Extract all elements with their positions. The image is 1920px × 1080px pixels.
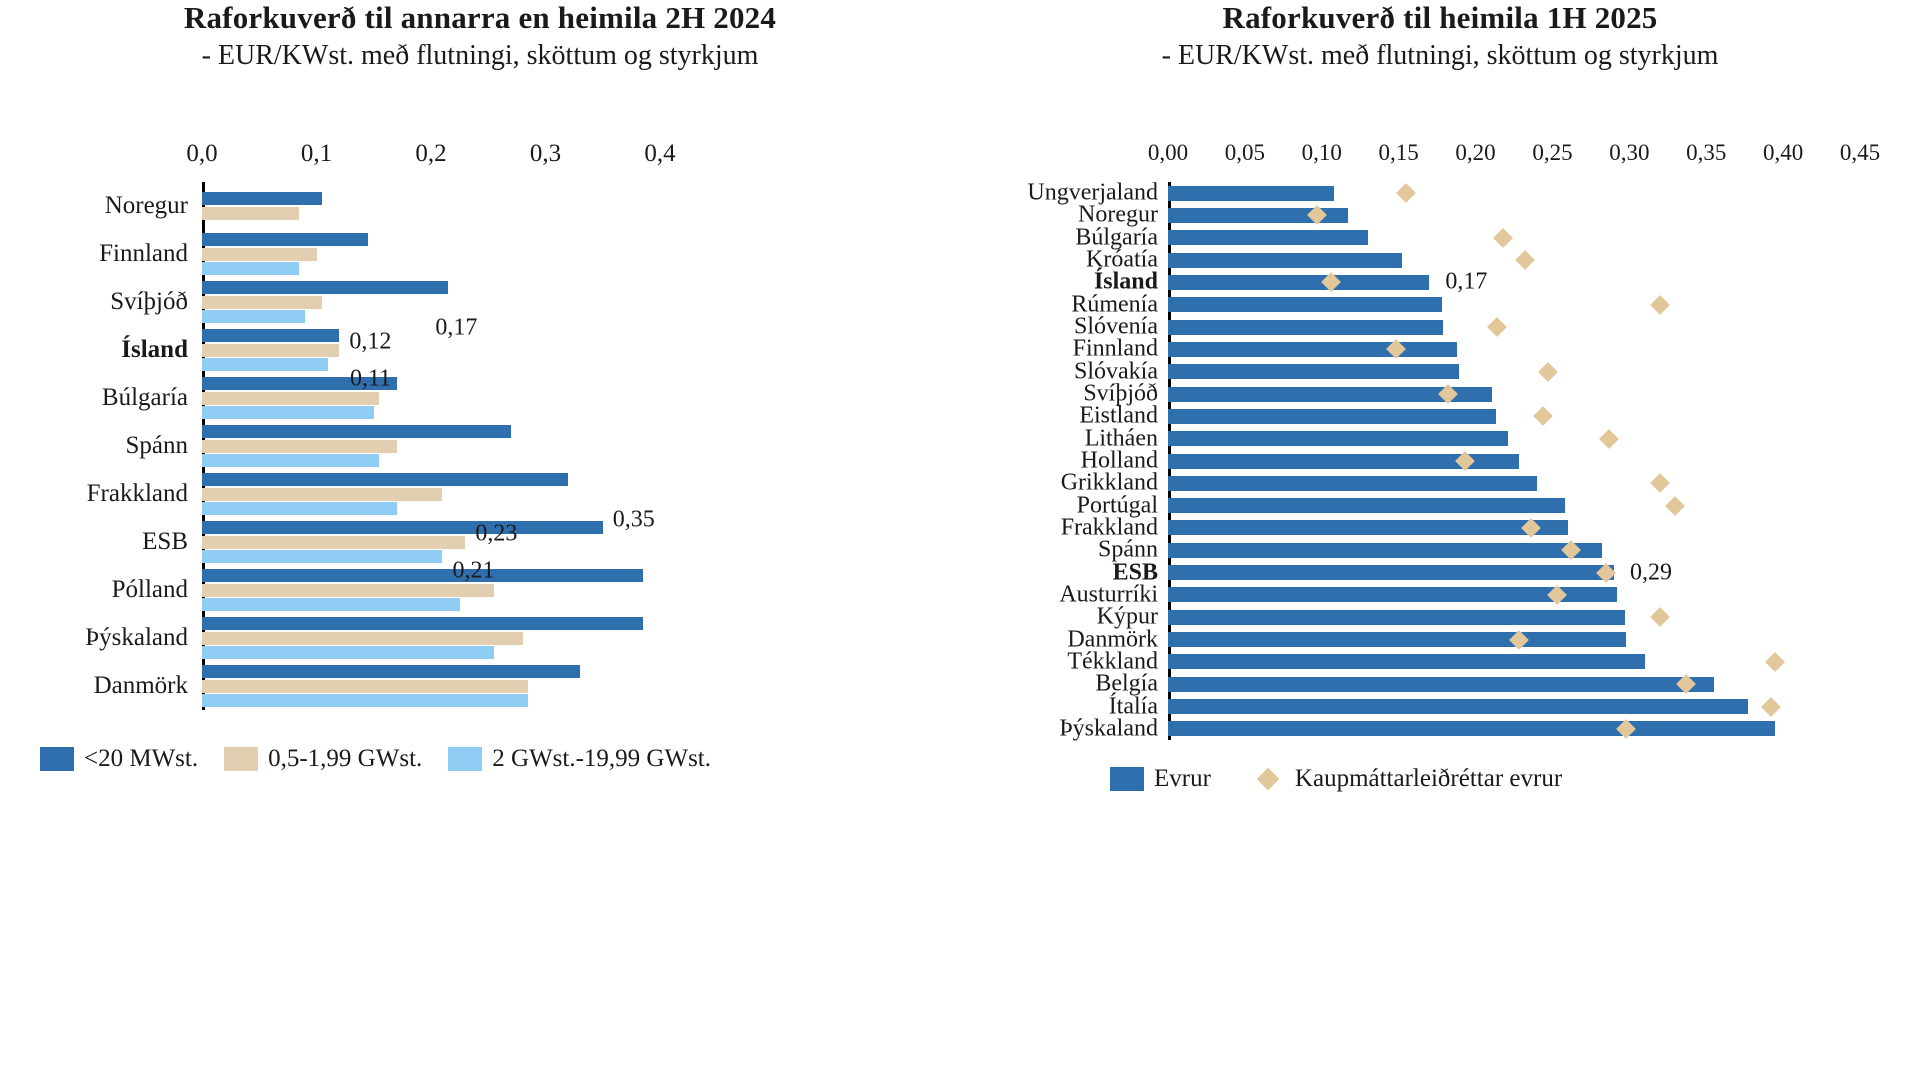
bar-right-17 bbox=[1168, 565, 1614, 580]
ppp-marker bbox=[1650, 607, 1670, 627]
bar-left-5-2 bbox=[202, 454, 379, 467]
category-label: Belgía bbox=[1095, 670, 1158, 697]
bar-left-2-2 bbox=[202, 310, 305, 323]
ppp-marker bbox=[1650, 473, 1670, 493]
value-label: 0,35 bbox=[612, 506, 655, 532]
bar-left-7-1 bbox=[202, 536, 465, 549]
bar-right-21 bbox=[1168, 654, 1645, 669]
category-label: Frakkland bbox=[1060, 514, 1158, 541]
category-label: Frakkland bbox=[86, 480, 188, 507]
value-label: 0,23 bbox=[475, 520, 518, 547]
bar-left-2-0 bbox=[202, 281, 448, 294]
bar-left-5-0 bbox=[202, 425, 511, 438]
legend-swatch bbox=[224, 747, 258, 771]
category-label: Króatía bbox=[1086, 246, 1158, 273]
bar-left-3-1 bbox=[202, 344, 339, 357]
category-label: Þýskaland bbox=[1059, 715, 1158, 742]
ppp-marker bbox=[1599, 429, 1619, 449]
bar-left-6-0 bbox=[202, 473, 568, 486]
ppp-marker bbox=[1650, 295, 1670, 315]
bar-right-0 bbox=[1168, 186, 1334, 201]
bar-left-9-2 bbox=[202, 646, 494, 659]
category-label: Noregur bbox=[1078, 201, 1158, 228]
category-label: Finnland bbox=[99, 240, 188, 267]
legend-item bbox=[1110, 765, 1211, 793]
chart-title-right: Raforkuverð til heimila 1H 2025 bbox=[1222, 0, 1658, 35]
x-axis-tick-label: 0,15 bbox=[1378, 140, 1419, 165]
bar-left-8-2 bbox=[202, 598, 460, 611]
legend-label: Evrur bbox=[1154, 765, 1211, 792]
x-axis-tick-label: 0,00 bbox=[1147, 140, 1189, 165]
x-axis-tick-label: 0,4 bbox=[644, 140, 676, 167]
value-label: 0,17 bbox=[435, 314, 478, 340]
bar-left-0-1 bbox=[202, 207, 299, 220]
value-label: 0,17 bbox=[1445, 268, 1488, 295]
legend-swatch bbox=[40, 747, 74, 771]
bar-right-7 bbox=[1168, 342, 1457, 357]
category-label: Slóvakía bbox=[1074, 358, 1158, 385]
bar-right-4 bbox=[1168, 275, 1429, 290]
bar-right-13 bbox=[1168, 476, 1537, 491]
bar-left-9-1 bbox=[202, 632, 523, 645]
x-axis-tick-label: 0,2 bbox=[415, 140, 447, 167]
bar-right-24 bbox=[1168, 721, 1775, 736]
category-label: Noregur bbox=[104, 192, 188, 219]
bar-right-11 bbox=[1168, 431, 1508, 446]
ppp-marker bbox=[1493, 228, 1513, 248]
legend-swatch bbox=[1110, 767, 1144, 791]
legend-label: 0,5-1,99 GWst. bbox=[268, 745, 423, 772]
ppp-marker bbox=[1487, 317, 1507, 337]
category-label: Búlgaría bbox=[101, 384, 188, 411]
chart-title-left: Raforkuverð til annarra en heimila 2H 2024 bbox=[183, 0, 777, 35]
legend-item bbox=[40, 745, 198, 773]
legend-item bbox=[224, 745, 422, 773]
chart-panel-right bbox=[960, 0, 1920, 1080]
x-axis-tick-label: 0,20 bbox=[1455, 140, 1496, 165]
category-label: Slóvenía bbox=[1074, 313, 1158, 340]
x-axis-tick-label: 0,1 bbox=[300, 140, 333, 167]
bar-left-10-1 bbox=[202, 680, 528, 693]
bar-left-3-0 bbox=[202, 329, 339, 342]
legend-label: Kaupmáttarleiðréttar evrur bbox=[1294, 765, 1563, 792]
bar-right-5 bbox=[1168, 297, 1442, 312]
legend-item bbox=[448, 745, 711, 773]
category-label: ESB bbox=[1112, 559, 1158, 586]
bar-right-3 bbox=[1168, 253, 1402, 268]
category-label: Danmörk bbox=[93, 672, 188, 699]
value-label: 0,11 bbox=[349, 365, 392, 391]
category-label: Spánn bbox=[125, 432, 188, 459]
legend-label: <20 MWst. bbox=[84, 745, 199, 772]
category-label: Ítalía bbox=[1108, 693, 1158, 720]
legend-item bbox=[1251, 765, 1562, 793]
bar-left-1-2 bbox=[202, 262, 299, 275]
chart-legend-right bbox=[1110, 765, 1562, 793]
category-label: Austurríki bbox=[1059, 581, 1158, 608]
value-label: 0,12 bbox=[349, 328, 392, 355]
bar-left-0-0 bbox=[202, 192, 322, 205]
x-axis-tick-label: 0,25 bbox=[1532, 140, 1573, 165]
category-label: Pólland bbox=[111, 576, 188, 603]
bar-right-23 bbox=[1168, 699, 1748, 714]
legend-label: 2 GWst.-19,99 GWst. bbox=[492, 745, 711, 772]
bar-right-16 bbox=[1168, 543, 1602, 558]
bar-left-2-1 bbox=[202, 296, 322, 309]
bar-right-8 bbox=[1168, 364, 1459, 379]
category-label: Grikkland bbox=[1060, 469, 1158, 496]
x-axis-tick-label: 0,10 bbox=[1301, 140, 1342, 165]
category-label: Finnland bbox=[1072, 335, 1158, 362]
chart-subtitle-right: - EUR/KWst. með flutningi, sköttum og styrkjum bbox=[1161, 40, 1719, 71]
category-label: Tékkland bbox=[1067, 648, 1158, 675]
bar-left-4-2 bbox=[202, 406, 374, 419]
category-label: Portúgal bbox=[1076, 492, 1158, 519]
bar-right-22 bbox=[1168, 677, 1714, 692]
bar-right-15 bbox=[1168, 520, 1568, 535]
category-label: Danmörk bbox=[1067, 626, 1158, 653]
bar-right-14 bbox=[1168, 498, 1565, 513]
bar-right-19 bbox=[1168, 610, 1625, 625]
category-label: Eistland bbox=[1079, 402, 1158, 429]
x-axis-tick-label: 0,05 bbox=[1224, 140, 1265, 165]
bar-left-7-2 bbox=[202, 550, 442, 563]
bar-left-5-1 bbox=[202, 440, 397, 453]
category-label: Svíþjóð bbox=[110, 288, 188, 315]
bar-left-1-1 bbox=[202, 248, 317, 261]
ppp-marker bbox=[1533, 406, 1553, 426]
x-axis-tick-label: 0,35 bbox=[1686, 140, 1727, 165]
bar-right-10 bbox=[1168, 409, 1496, 424]
category-label: Ísland bbox=[121, 336, 188, 363]
plot-area-left bbox=[0, 0, 960, 760]
bar-left-1-0 bbox=[202, 233, 368, 246]
bar-right-20 bbox=[1168, 632, 1626, 647]
bar-left-8-0 bbox=[202, 569, 643, 582]
category-label: Þýskaland bbox=[85, 624, 188, 651]
bar-left-9-0 bbox=[202, 617, 643, 630]
x-axis-tick-label: 0,45 bbox=[1839, 140, 1881, 165]
category-label: Ungverjaland bbox=[1027, 179, 1158, 206]
chart-legend-left bbox=[40, 745, 711, 773]
x-axis-tick-label: 0,40 bbox=[1762, 140, 1804, 165]
legend-swatch bbox=[448, 747, 482, 771]
category-label: Búlgaría bbox=[1075, 224, 1158, 251]
value-label: 0,29 bbox=[1629, 559, 1672, 586]
bar-left-10-2 bbox=[202, 694, 528, 707]
ppp-marker bbox=[1538, 362, 1558, 382]
ppp-marker bbox=[1761, 697, 1781, 717]
x-axis-tick-label: 0,30 bbox=[1609, 140, 1650, 165]
category-label: Spánn bbox=[1098, 536, 1158, 563]
category-label: Kýpur bbox=[1096, 603, 1158, 630]
ppp-marker bbox=[1396, 183, 1416, 203]
ppp-marker bbox=[1515, 250, 1535, 270]
bar-left-7-0 bbox=[202, 521, 603, 534]
category-label: Ísland bbox=[1093, 268, 1158, 295]
bar-left-8-1 bbox=[202, 584, 494, 597]
bar-left-4-1 bbox=[202, 392, 379, 405]
bar-left-6-2 bbox=[202, 502, 397, 515]
chart-subtitle-left: - EUR/KWst. með flutningi, sköttum og styrkjum bbox=[201, 40, 759, 71]
legend-diamond-icon bbox=[1257, 768, 1280, 791]
ppp-marker bbox=[1766, 652, 1786, 672]
category-label: ESB bbox=[142, 528, 188, 555]
bar-left-3-2 bbox=[202, 358, 328, 371]
value-label: 0,21 bbox=[452, 557, 495, 583]
ppp-marker bbox=[1666, 496, 1686, 516]
bar-right-2 bbox=[1168, 230, 1368, 245]
x-axis-tick-label: 0,3 bbox=[529, 140, 562, 167]
bar-left-10-0 bbox=[202, 665, 580, 678]
category-label: Holland bbox=[1080, 447, 1158, 474]
bar-left-6-1 bbox=[202, 488, 442, 501]
category-label: Rúmenía bbox=[1071, 291, 1158, 318]
plot-area-right bbox=[960, 0, 1920, 780]
x-axis-tick-label: 0,0 bbox=[186, 140, 218, 167]
category-label: Litháen bbox=[1084, 425, 1158, 452]
bar-right-6 bbox=[1168, 320, 1443, 335]
category-label: Svíþjóð bbox=[1083, 380, 1158, 407]
